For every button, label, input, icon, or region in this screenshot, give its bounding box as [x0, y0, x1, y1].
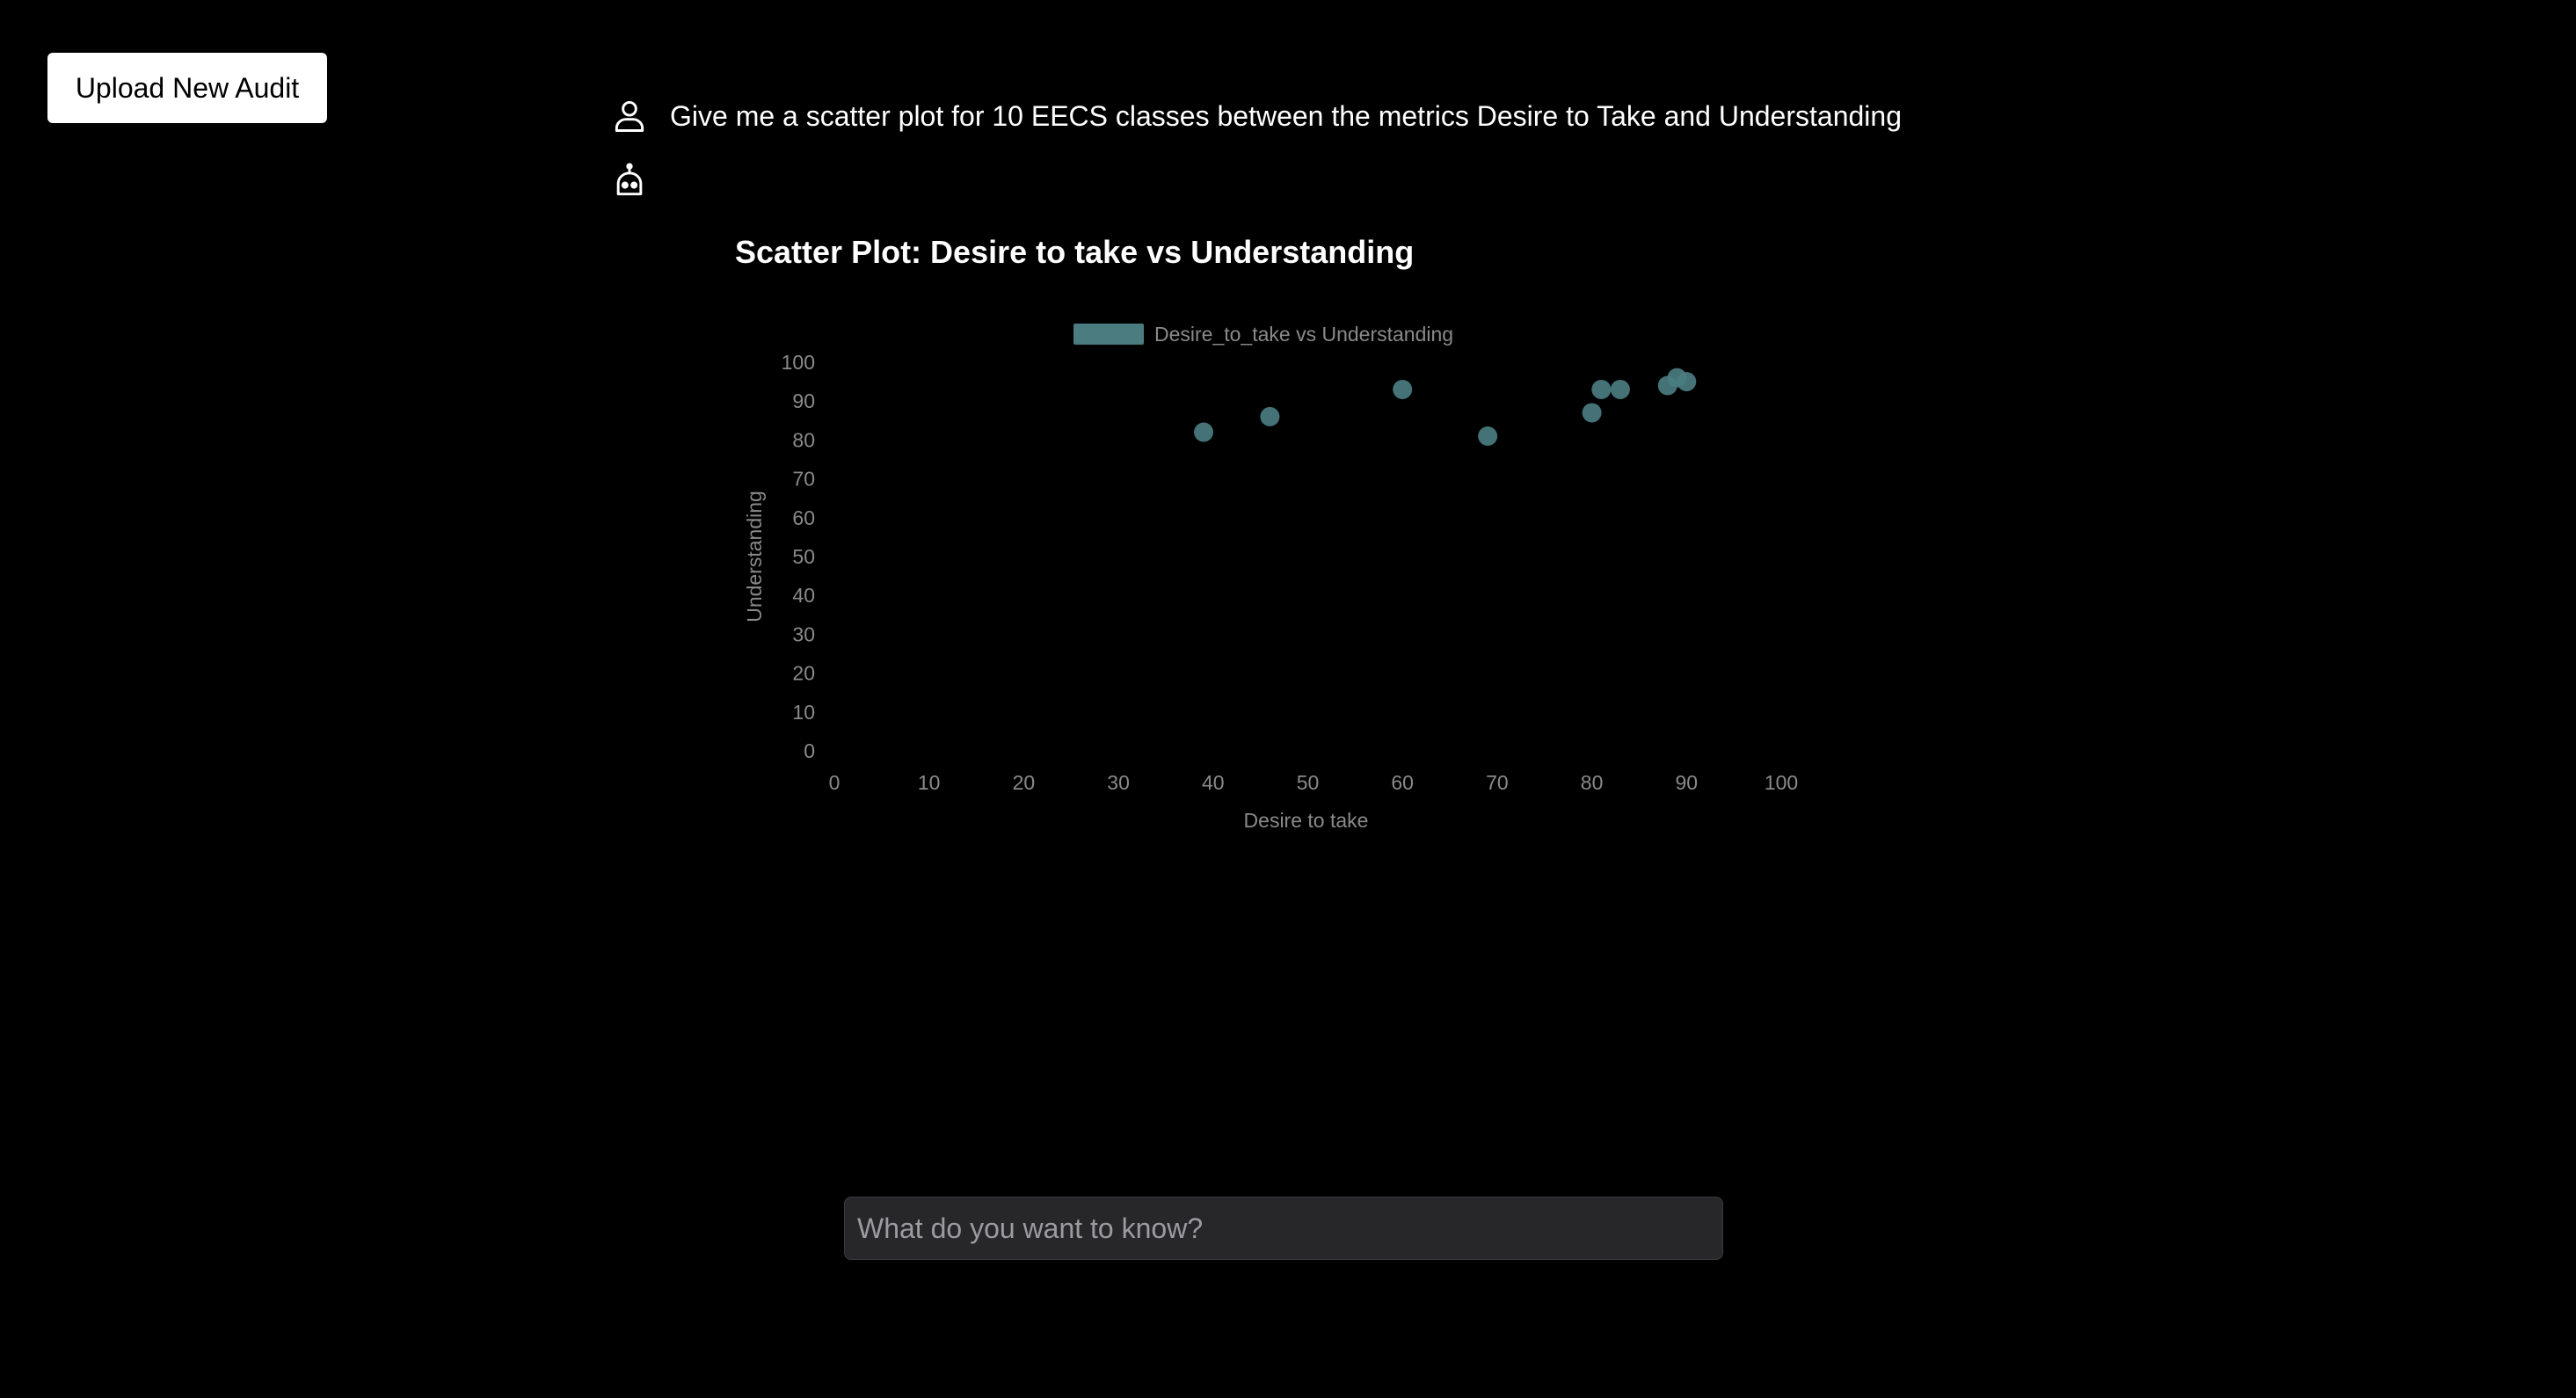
query-input[interactable] — [844, 1197, 1723, 1260]
x-tick-label: 100 — [1764, 771, 1799, 794]
x-tick-label: 60 — [1391, 771, 1414, 794]
y-tick-label: 90 — [792, 390, 815, 413]
x-tick-label: 30 — [1107, 771, 1130, 794]
y-tick-label: 60 — [792, 506, 815, 529]
y-tick-label: 10 — [792, 700, 815, 724]
chart-title: Scatter Plot: Desire to take vs Understanding — [735, 234, 1415, 270]
scatter-point — [1591, 380, 1611, 399]
y-tick-label: 100 — [781, 351, 815, 374]
upload-new-audit-button[interactable]: Upload New Audit — [47, 53, 327, 123]
scatter-point — [1611, 380, 1630, 399]
scatter-point — [1677, 372, 1696, 391]
x-tick-label: 20 — [1012, 771, 1036, 794]
x-tick-label: 80 — [1580, 771, 1604, 794]
x-tick-label: 40 — [1202, 771, 1225, 794]
y-tick-label: 40 — [792, 584, 815, 608]
x-tick-label: 90 — [1675, 771, 1699, 794]
y-tick-label: 80 — [792, 428, 815, 452]
scatter-point — [1393, 380, 1412, 399]
legend-label: Desire_to_take vs Understanding — [1154, 323, 1454, 346]
legend-swatch — [1073, 324, 1144, 345]
x-tick-label: 0 — [828, 771, 840, 794]
x-tick-label: 10 — [917, 771, 941, 794]
y-axis-label: Understanding — [743, 491, 766, 623]
scatter-point — [1478, 426, 1497, 446]
y-tick-label: 70 — [792, 467, 815, 491]
scatter-point — [1583, 403, 1602, 422]
y-tick-label: 20 — [792, 661, 815, 685]
y-tick-label: 50 — [792, 545, 815, 568]
x-axis-label: Desire to take — [1243, 809, 1369, 832]
x-tick-label: 50 — [1296, 771, 1320, 794]
user-message-text: Give me a scatter plot for 10 EECS classes between the metrics Desire to Take and Understanding — [670, 99, 1902, 132]
y-tick-label: 30 — [792, 623, 815, 646]
y-tick-label: 0 — [804, 739, 815, 762]
x-tick-label: 70 — [1486, 771, 1509, 794]
scatter-point — [1260, 407, 1279, 426]
scatter-point — [1194, 423, 1213, 442]
